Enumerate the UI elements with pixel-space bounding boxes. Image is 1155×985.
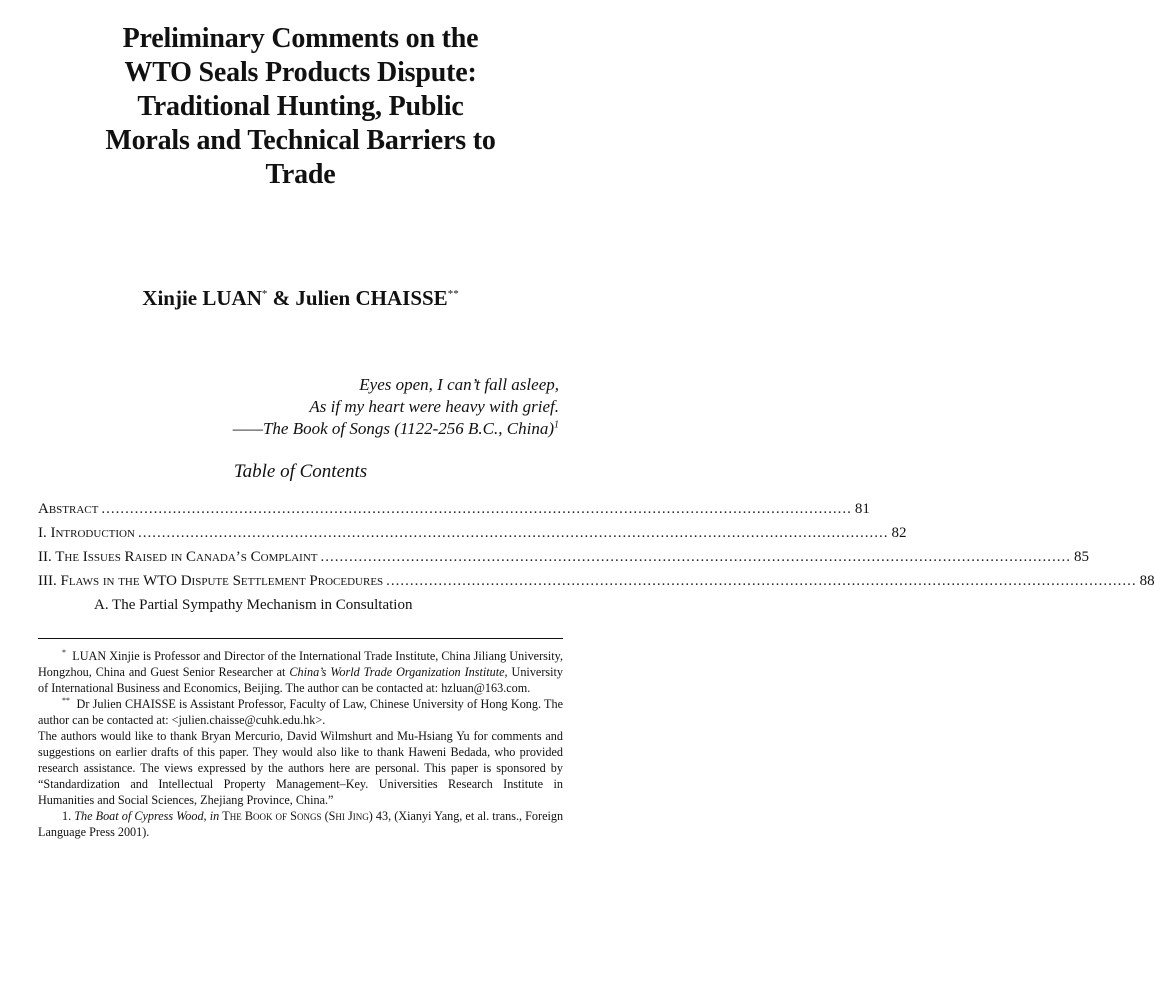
toc-entry-page: 88 xyxy=(1139,573,1155,589)
footnote-italic-text: The Boat of Cypress Wood, in xyxy=(74,809,220,823)
paper-page xyxy=(0,22,1155,985)
footnote-smallcaps-text: Shi Jing xyxy=(328,809,369,823)
footnote-mark: * xyxy=(62,647,66,657)
toc-sub-entry[interactable]: A. The Partial Sympathy Mechanism in Consultation xyxy=(94,597,413,613)
footnote-divider xyxy=(38,638,563,639)
footnote-text: LUAN Xinjie is Professor and Director of the International Trade Institute, China Jiliang University, Hongzhou, China and Guest Senior Researcher at xyxy=(38,649,564,679)
title-line: Preliminary Comments on the xyxy=(122,23,479,54)
epigraph-source-text: ——The Book of Songs (1122-256 B.C., China) xyxy=(232,419,554,438)
paper-title xyxy=(38,22,563,192)
footnote-1 xyxy=(38,808,563,840)
toc-entry-flaws[interactable] xyxy=(38,569,1155,593)
epigraph-line: As if my heart were heavy with grief. xyxy=(309,397,559,416)
title-line: WTO Seals Products Dispute: xyxy=(124,57,477,88)
epigraph-line: Eyes open, I can’t fall asleep, xyxy=(359,375,559,394)
toc-entry-introduction[interactable] xyxy=(38,521,907,545)
toc-entry-page: 81 xyxy=(854,501,870,517)
title-line: Traditional Hunting, Public xyxy=(137,91,464,122)
epigraph-source xyxy=(38,418,559,440)
table-of-contents xyxy=(38,497,1155,617)
toc-entry-label: Abstract xyxy=(38,501,99,517)
toc-entry-label: II. The Issues Raised in Canada’s Complaint xyxy=(38,549,318,565)
author-second: Julien CHAISSE xyxy=(295,286,448,310)
toc-entry-page: 85 xyxy=(1073,549,1089,565)
author-first-footnote-mark[interactable]: * xyxy=(261,288,268,300)
toc-entry-label: I. Introduction xyxy=(38,525,135,541)
author-joiner: & xyxy=(272,286,291,310)
toc-entry-abstract[interactable] xyxy=(38,497,870,521)
footnote-acknowledgments: The authors would like to thank Bryan Mercurio, David Wilmshurt and Mu-Hsiang Yu for comments and suggestions on earlier drafts of this paper. They would also like to thank Haweni Bedada, who provided research assistance. The views expressed by the authors here are personal. This paper is sponsored by “Standardization and Intellectual Property Management–Key. Universities Research Institute in Humanities and Social Sciences, Zhejiang Province, China.” xyxy=(38,729,563,807)
footnote-italic-text: China’s World Trade Organization Institute xyxy=(289,665,505,679)
toc-leader-dots: .............................................................................................................................................................. xyxy=(101,501,852,517)
toc-entry-page: 82 xyxy=(891,525,907,541)
footnote-text: Dr Julien CHAISSE is Assistant Professor, Faculty of Law, Chinese University of Hong Kong. The author can be contacted at: <julien.chaisse@cuhk.edu.hk>. xyxy=(38,697,564,727)
toc-heading: Table of Contents xyxy=(233,461,368,482)
author-second-footnote-mark[interactable]: ** xyxy=(447,288,459,300)
toc-leader-dots: .............................................................................................................................................................. xyxy=(320,549,1071,565)
author-line xyxy=(38,285,563,311)
toc-entry-issues[interactable] xyxy=(38,545,1089,569)
author-first: Xinjie LUAN xyxy=(142,286,262,310)
footnote-author-1 xyxy=(38,648,563,696)
footnote-smallcaps-text: The Book of Songs xyxy=(222,809,322,823)
footnote-text: , University of International Business and Economics, Beijing. The author can be contacted at: hzluan@163.com. xyxy=(38,665,563,695)
title-line: Trade xyxy=(265,159,336,190)
toc-leader-dots: .............................................................................................................................................................. xyxy=(386,573,1137,589)
epigraph-footnote-mark[interactable]: 1 xyxy=(554,419,559,431)
footnote-text: ( xyxy=(324,809,329,823)
footnote-mark: ** xyxy=(62,695,70,705)
epigraph xyxy=(38,374,563,440)
footnote-author-2 xyxy=(38,696,563,728)
footnote-text: ) 43, (Xianyi Yang, et al. trans., Foreign Language Press 2001). xyxy=(38,809,564,839)
footnote-number: 1. xyxy=(62,809,72,823)
footnotes xyxy=(38,648,563,840)
title-line: Morals and Technical Barriers to xyxy=(105,125,496,156)
toc-leader-dots: .............................................................................................................................................................. xyxy=(137,525,889,541)
toc-entry-label: III. Flaws in the WTO Dispute Settlement Procedures xyxy=(38,573,384,589)
